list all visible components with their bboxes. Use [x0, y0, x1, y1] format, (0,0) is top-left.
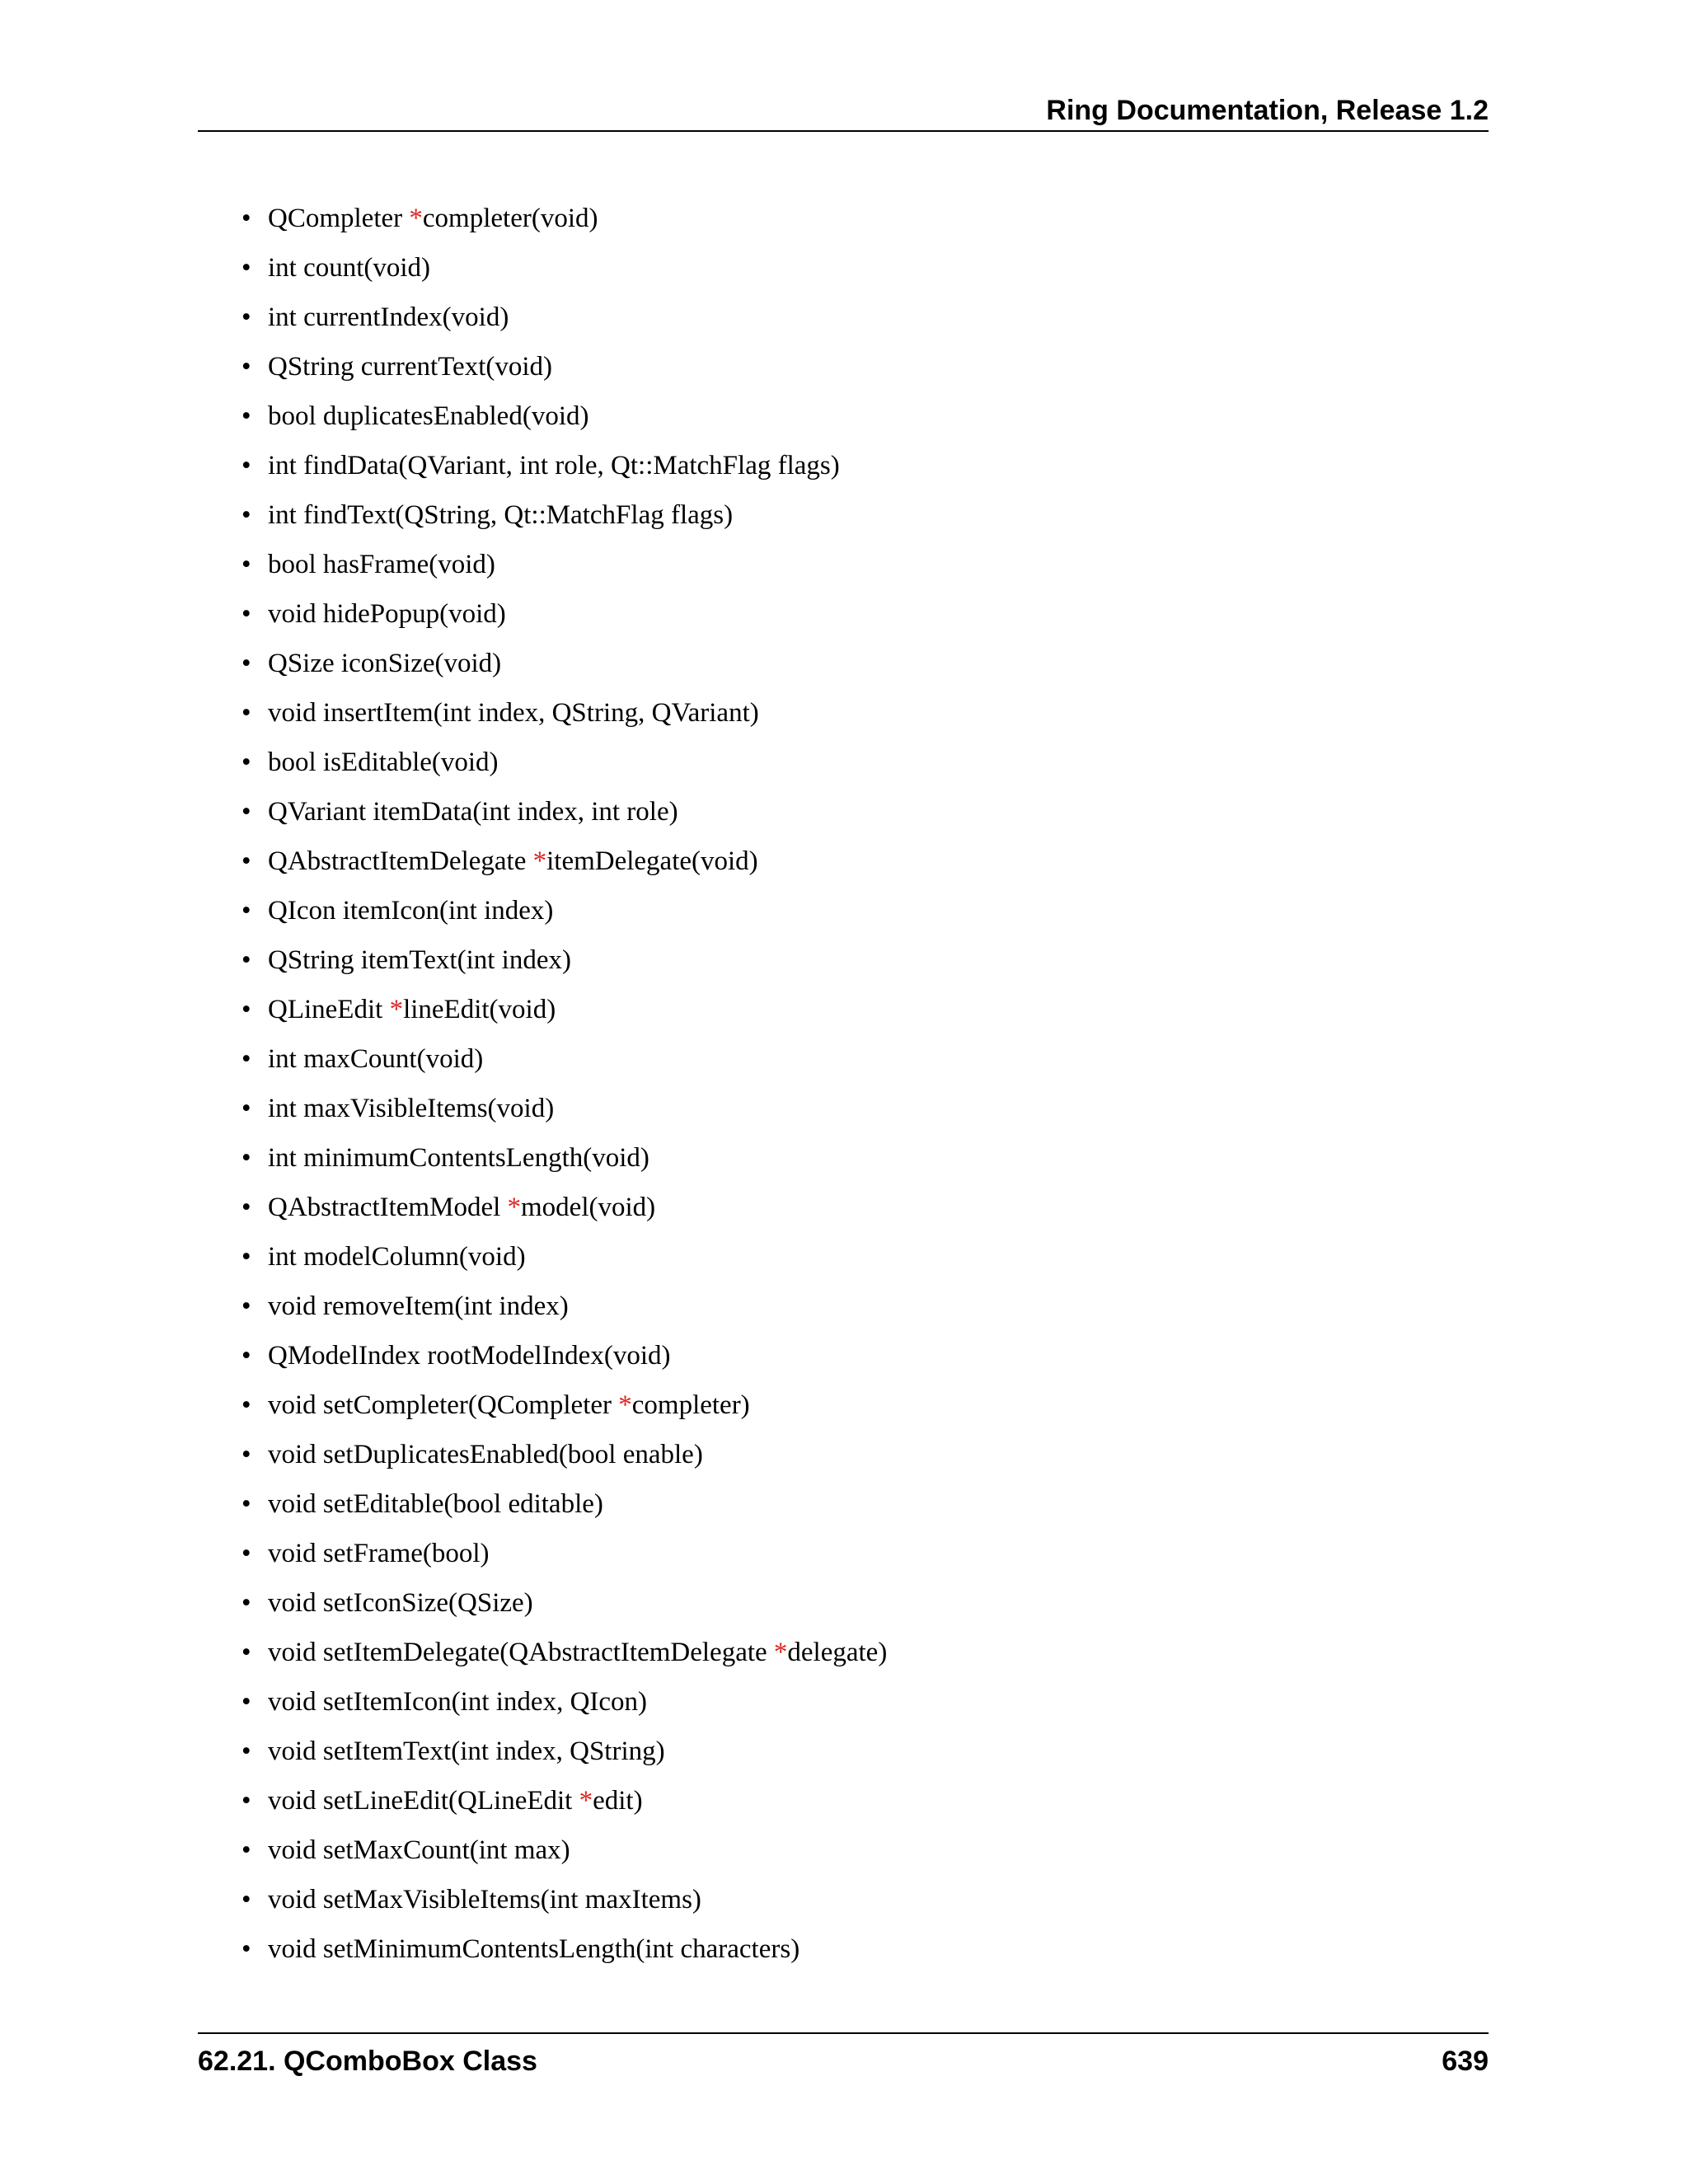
method-signature: QLineEdit [268, 995, 390, 1024]
bullet-icon: • [241, 352, 251, 382]
method-item [235, 1282, 887, 1331]
bullet-icon: • [241, 1885, 251, 1915]
method-signature: QString currentText(void) [268, 352, 553, 382]
method-signature: void hidePopup(void) [268, 599, 506, 629]
method-item [235, 589, 887, 639]
bullet-icon: • [241, 995, 251, 1024]
bullet-icon: • [241, 1143, 251, 1173]
bullet-icon: • [241, 1291, 251, 1321]
method-item [235, 787, 887, 837]
method-signature-rest: completer(void) [422, 204, 598, 233]
method-item [235, 1628, 887, 1677]
bullet-icon: • [241, 1242, 251, 1272]
method-signature: int maxVisibleItems(void) [268, 1094, 555, 1123]
bullet-icon: • [241, 1638, 251, 1667]
bullet-icon: • [241, 748, 251, 777]
method-signature: void setDuplicatesEnabled(bool enable) [268, 1440, 703, 1469]
bullet-icon: • [241, 1736, 251, 1766]
bullet-icon: • [241, 1193, 251, 1222]
method-item [235, 194, 887, 243]
method-signature: bool hasFrame(void) [268, 550, 495, 579]
method-item [235, 886, 887, 935]
method-item [235, 1232, 887, 1282]
method-item [235, 1776, 887, 1825]
method-signature: int findText(QString, Qt::MatchFlag flags) [268, 500, 734, 530]
method-signature: QString itemText(int index) [268, 945, 571, 975]
method-signature: QVariant itemData(int index, int role) [268, 797, 678, 827]
method-item [235, 1331, 887, 1380]
section-title: 62.21. QComboBox Class [198, 2046, 537, 2077]
method-signature: QAbstractItemDelegate [268, 846, 533, 876]
method-signature: bool duplicatesEnabled(void) [268, 401, 589, 431]
method-signature: void setFrame(bool) [268, 1539, 490, 1568]
bullet-icon: • [241, 1934, 251, 1964]
page-footer [198, 2032, 1489, 2082]
method-signature: QCompleter [268, 204, 410, 233]
method-item [235, 1677, 887, 1727]
bullet-icon: • [241, 302, 251, 332]
method-item [235, 1084, 887, 1133]
bullet-icon: • [241, 1390, 251, 1420]
bullet-icon: • [241, 797, 251, 827]
bullet-icon: • [241, 401, 251, 431]
bullet-icon: • [241, 1835, 251, 1865]
method-item [235, 1133, 887, 1183]
page-header [198, 91, 1489, 132]
bullet-icon: • [241, 896, 251, 926]
method-item [235, 935, 887, 985]
method-item [235, 1479, 887, 1529]
method-signature: void setMinimumContentsLength(int characters) [268, 1934, 800, 1964]
method-signature: void setEditable(bool editable) [268, 1489, 603, 1519]
method-item [235, 1430, 887, 1479]
method-signature: void setItemIcon(int index, QIcon) [268, 1687, 648, 1717]
method-signature: QSize iconSize(void) [268, 649, 502, 678]
method-item [235, 1578, 887, 1628]
method-signature-rest: completer) [631, 1390, 750, 1420]
method-signature-rest: lineEdit(void) [403, 995, 556, 1024]
method-signature: int currentIndex(void) [268, 302, 509, 332]
method-signature: void setMaxCount(int max) [268, 1835, 570, 1865]
method-item [235, 540, 887, 589]
method-signature: int count(void) [268, 253, 431, 283]
bullet-icon: • [241, 1588, 251, 1618]
method-signature: void setCompleter(QCompleter [268, 1390, 619, 1420]
method-signature: int modelColumn(void) [268, 1242, 526, 1272]
bullet-icon: • [241, 599, 251, 629]
bullet-icon: • [241, 1044, 251, 1074]
method-item [235, 688, 887, 738]
method-signature: void insertItem(int index, QString, QVariant) [268, 698, 759, 728]
method-signature: int minimumContentsLength(void) [268, 1143, 649, 1173]
bullet-icon: • [241, 649, 251, 678]
bullet-icon: • [241, 253, 251, 283]
method-signature-rest: delegate) [787, 1638, 888, 1667]
method-item [235, 342, 887, 391]
bullet-icon: • [241, 1094, 251, 1123]
bullet-icon: • [241, 1539, 251, 1568]
method-signature: QAbstractItemModel [268, 1193, 508, 1222]
method-signature: int maxCount(void) [268, 1044, 484, 1074]
method-signature: QModelIndex rootModelIndex(void) [268, 1341, 671, 1371]
bullet-icon: • [241, 1440, 251, 1469]
method-signature: void setMaxVisibleItems(int maxItems) [268, 1885, 701, 1915]
method-item [235, 391, 887, 441]
pointer-marker: * [618, 1390, 632, 1420]
pointer-marker: * [409, 204, 423, 233]
pointer-marker: * [532, 846, 547, 876]
method-item [235, 293, 887, 342]
bullet-icon: • [241, 945, 251, 975]
method-signature: void removeItem(int index) [268, 1291, 569, 1321]
method-signature-rest: itemDelegate(void) [546, 846, 758, 876]
method-item [235, 243, 887, 293]
method-item [235, 985, 887, 1034]
page-number: 639 [1442, 2046, 1489, 2077]
method-signature-rest: edit) [593, 1786, 643, 1816]
bullet-icon: • [241, 846, 251, 876]
method-item [235, 1825, 887, 1875]
method-item [235, 441, 887, 490]
bullet-icon: • [241, 698, 251, 728]
bullet-icon: • [241, 451, 251, 480]
method-item [235, 738, 887, 787]
method-item [235, 1380, 887, 1430]
method-signature: void setItemText(int index, QString) [268, 1736, 665, 1766]
bullet-icon: • [241, 204, 251, 233]
method-signature: QIcon itemIcon(int index) [268, 896, 554, 926]
method-signature: void setIconSize(QSize) [268, 1588, 533, 1618]
pointer-marker: * [389, 995, 404, 1024]
bullet-icon: • [241, 500, 251, 530]
method-item [235, 837, 887, 886]
method-signature: void setLineEdit(QLineEdit [268, 1786, 579, 1816]
method-item [235, 1924, 887, 1974]
document-title: Ring Documentation, Release 1.2 [1046, 95, 1489, 126]
method-item [235, 1529, 887, 1578]
pointer-marker: * [773, 1638, 788, 1667]
bullet-icon: • [241, 1786, 251, 1816]
bullet-icon: • [241, 1489, 251, 1519]
method-signature-rest: model(void) [521, 1193, 656, 1222]
bullet-icon: • [241, 1687, 251, 1717]
method-item [235, 1183, 887, 1232]
method-item [235, 1727, 887, 1776]
method-item [235, 639, 887, 688]
method-item [235, 1034, 887, 1084]
method-signature: bool isEditable(void) [268, 748, 499, 777]
method-item [235, 490, 887, 540]
method-signature: int findData(QVariant, int role, Qt::MatchFlag flags) [268, 451, 840, 480]
method-signature: void setItemDelegate(QAbstractItemDelegate [268, 1638, 774, 1667]
pointer-marker: * [507, 1193, 522, 1222]
method-item [235, 1875, 887, 1924]
method-list [235, 194, 887, 1974]
pointer-marker: * [579, 1786, 593, 1816]
bullet-icon: • [241, 1341, 251, 1371]
bullet-icon: • [241, 550, 251, 579]
